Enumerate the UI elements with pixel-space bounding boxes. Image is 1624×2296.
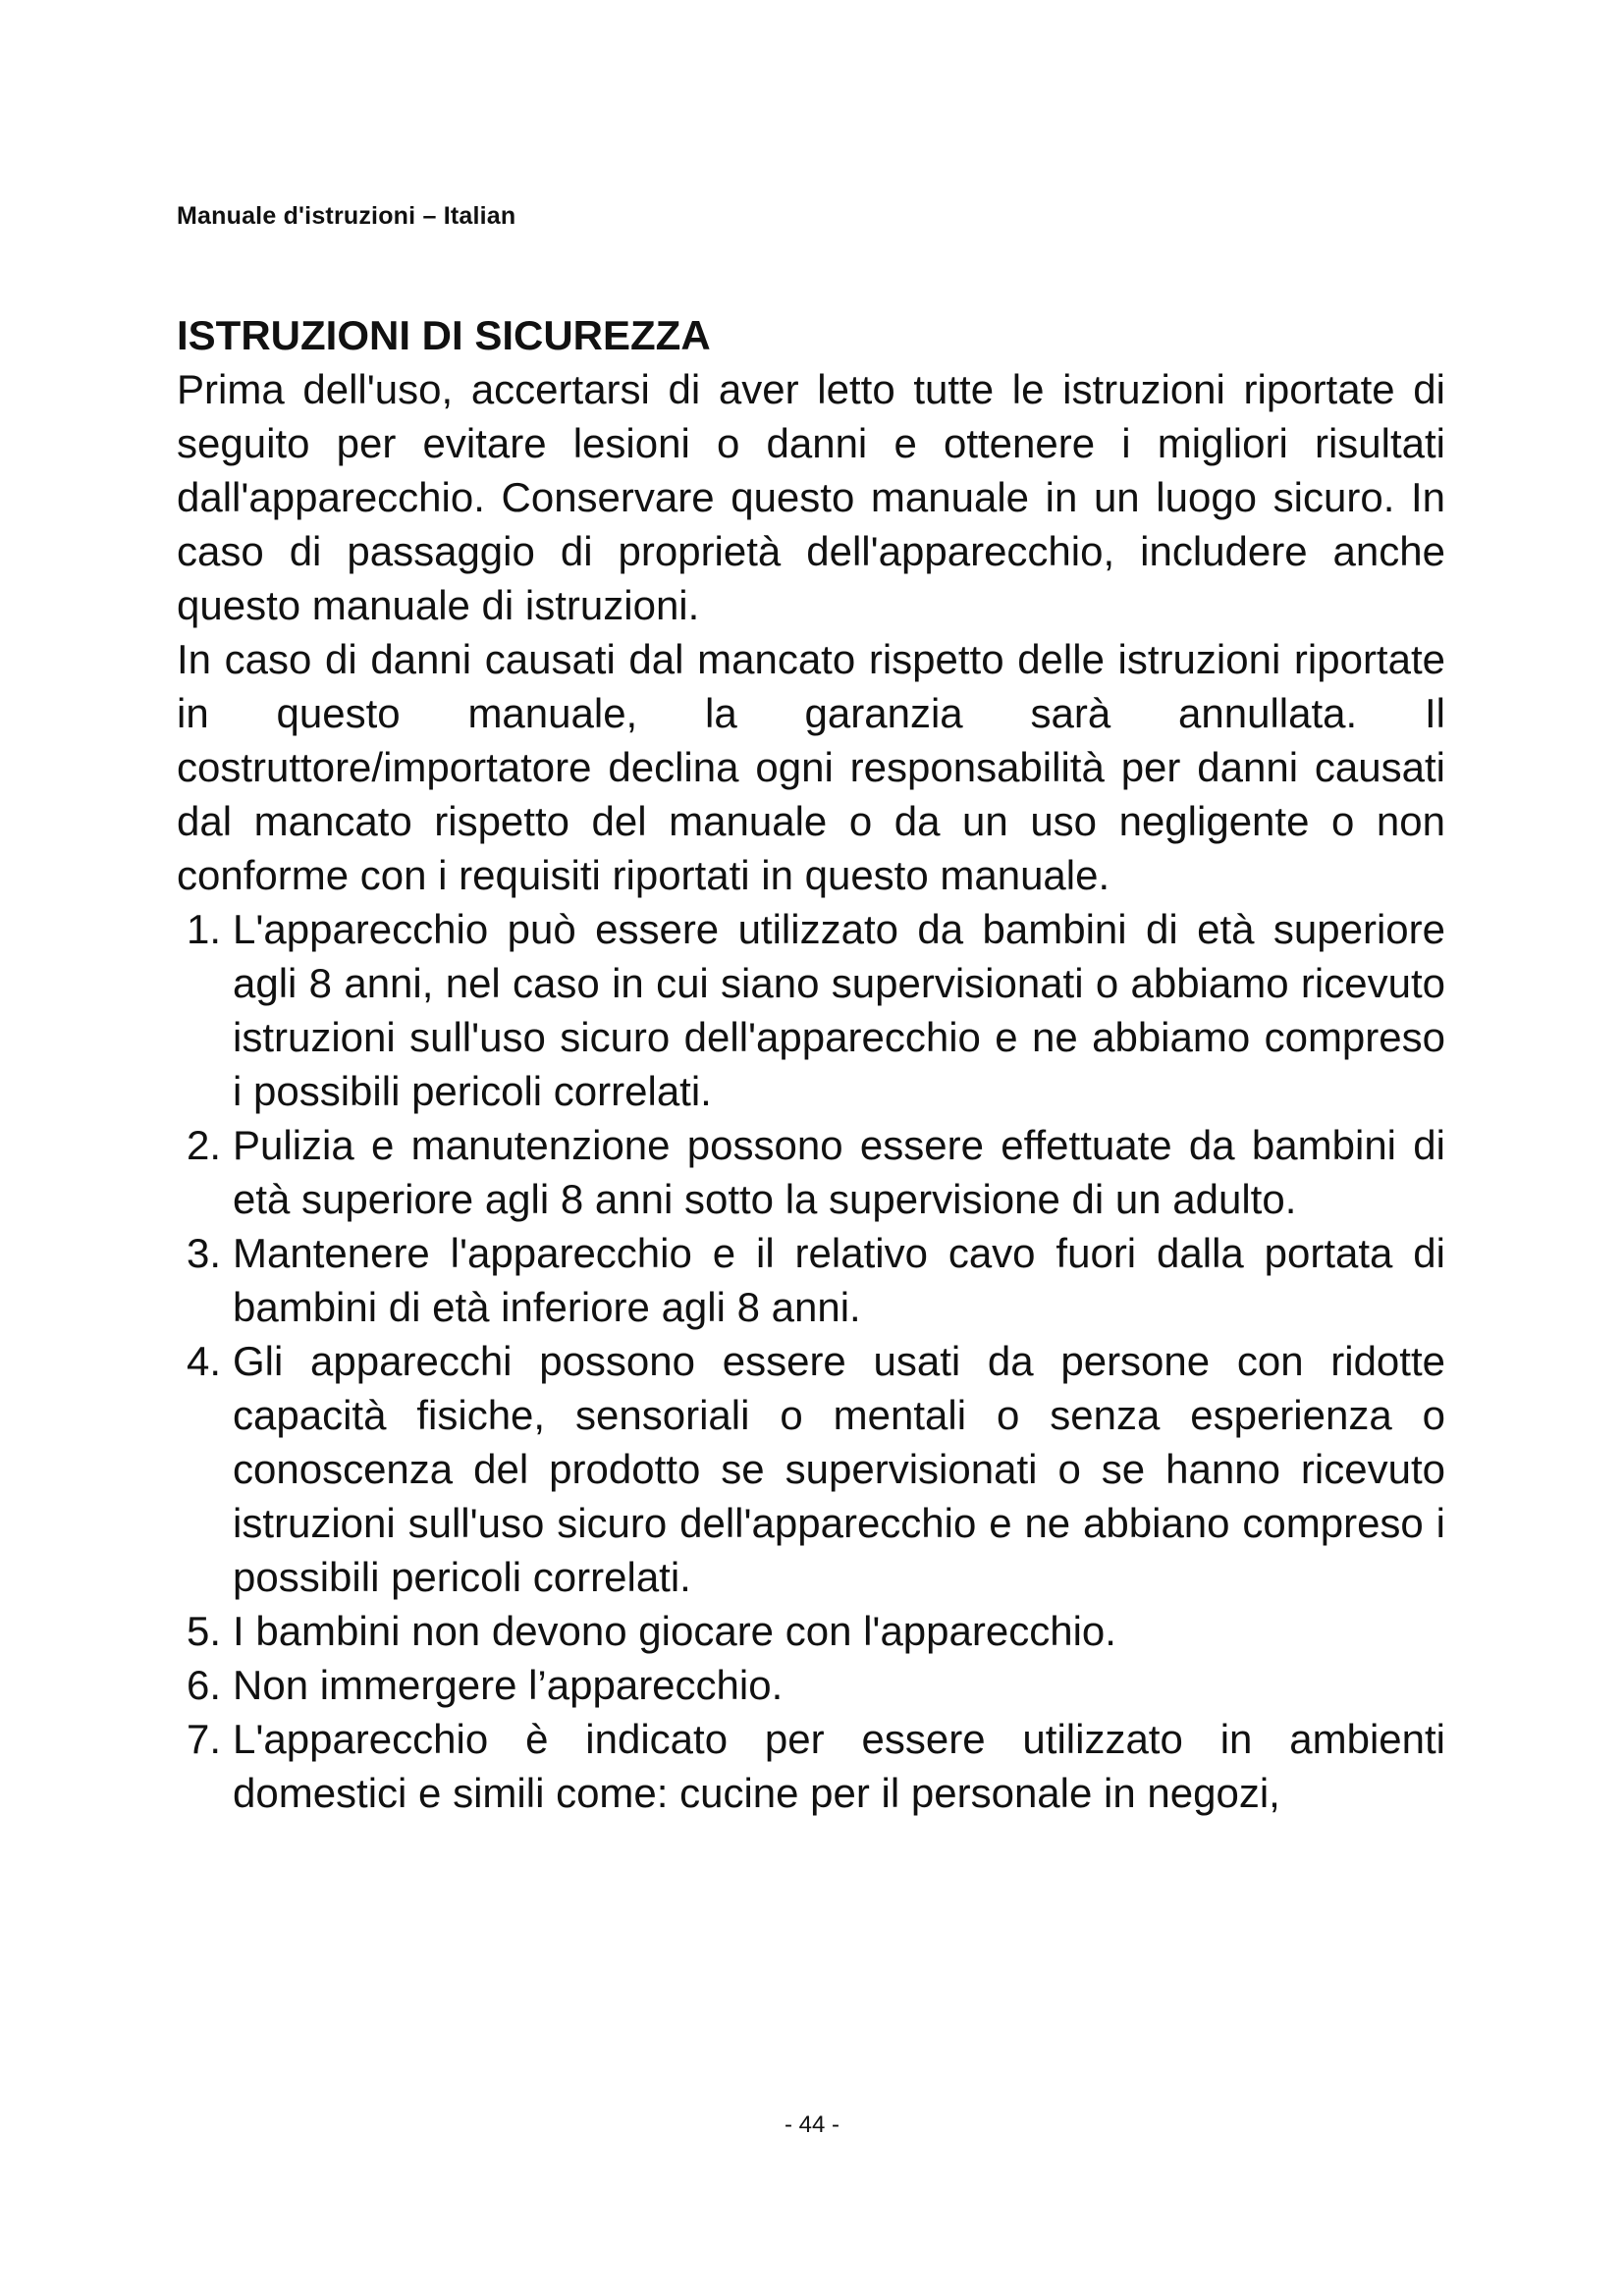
page-body [177,308,1445,1820]
safety-instructions-list [177,902,1445,1820]
list-item-number: 7. [186,1716,221,1762]
list-item-number: 4. [186,1338,221,1384]
list-item-text: Mantenere l'apparecchio e il relativo cavo fuori dalla portata di bambini di età inferiore agli 8 anni. [233,1230,1445,1330]
list-item [177,902,1445,1118]
list-item-number: 2. [186,1122,221,1168]
list-item-number: 5. [186,1608,221,1654]
list-item [177,1658,1445,1712]
list-item [177,1712,1445,1820]
list-item-text: Pulizia e manutenzione possono essere effettuate da bambini di età superiore agli 8 anni sotto la supervisione di un adulto. [233,1122,1445,1222]
page-number: - 44 - [784,2111,839,2138]
list-item [177,1604,1445,1658]
list-item-number: 1. [186,906,221,952]
list-item [177,1226,1445,1334]
list-item-number: 6. [186,1662,221,1708]
section-title: ISTRUZIONI DI SICUREZZA [177,312,711,358]
list-item-text: L'apparecchio può essere utilizzato da bambini di età superiore agli 8 anni, nel caso in cui siano supervisionati o abbiamo ricevuto istruzioni sull'uso sicuro dell'apparecchio e ne abbiamo compreso i possibili pericoli correlati. [233,906,1445,1114]
list-item-text: Non immergere l’apparecchio. [233,1662,784,1708]
list-item-text: I bambini non devono giocare con l'apparecchio. [233,1608,1116,1654]
list-item [177,1334,1445,1604]
list-item-text: Gli apparecchi possono essere usati da persone con ridotte capacità fisiche, sensoriali o mentali o senza esperienza o conoscenza del prodotto se supervisionati o se hanno ricevuto istruzioni sull'uso sicuro dell'apparecchio e ne abbiano compreso i possibili pericoli correlati. [233,1338,1445,1600]
list-item-text: L'apparecchio è indicato per essere utilizzato in ambienti domestici e simili come: cucine per il personale in negozi, [233,1716,1445,1816]
list-item-number: 3. [186,1230,221,1276]
list-item [177,1118,1445,1226]
warranty-paragraph: In caso di danni causati dal mancato rispetto delle istruzioni riportate in questo manuale, la garanzia sarà annullata. Il costruttore/importatore declina ogni responsabilità per danni causati dal mancato rispetto del manuale o da un uso negligente o non conforme con i requisiti riportati in questo manuale. [177,636,1445,898]
intro-paragraph: Prima dell'uso, accertarsi di aver letto tutte le istruzioni riportate di seguito per evitare lesioni o danni e ottenere i migliori risultati dall'apparecchio. Conservare questo manuale in un luogo sicuro. In caso di passaggio di proprietà dell'apparecchio, includere anche questo manuale di istruzioni. [177,366,1445,628]
running-header: Manuale d'istruzioni – Italian [177,202,516,230]
